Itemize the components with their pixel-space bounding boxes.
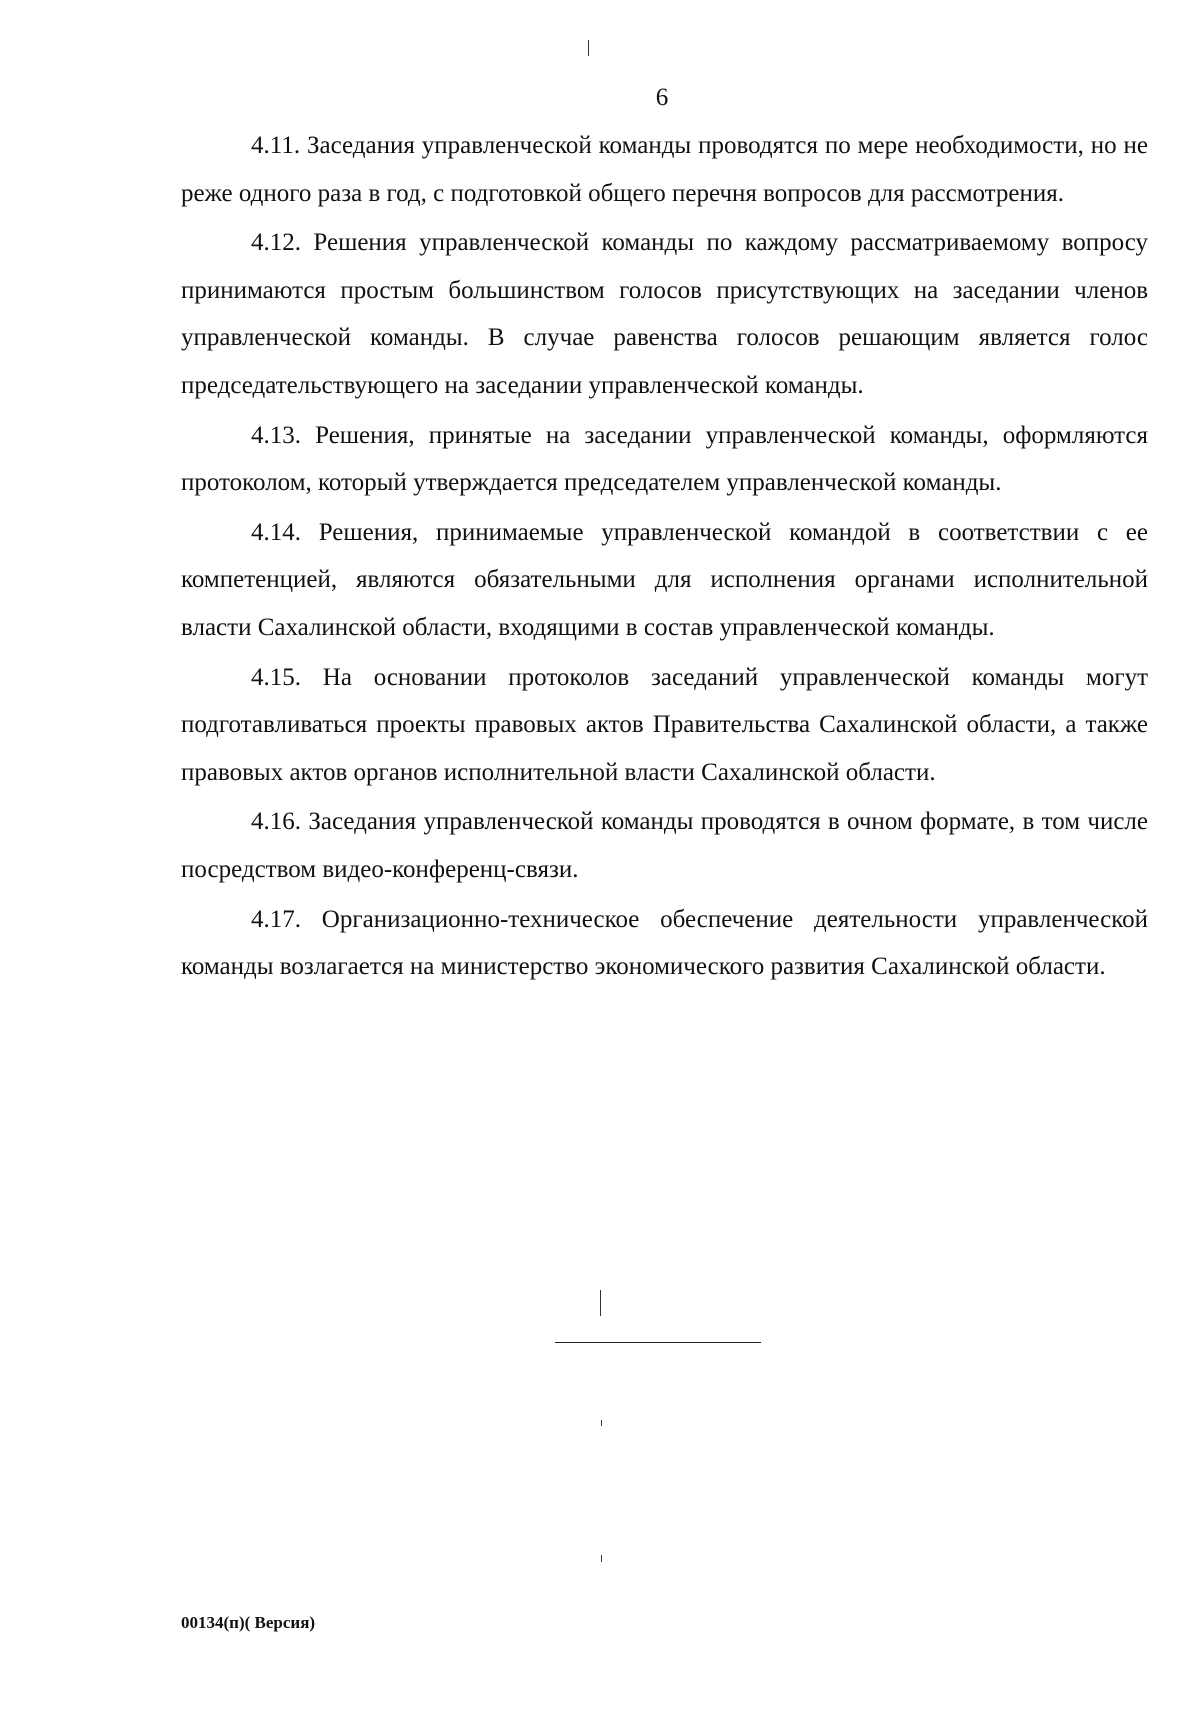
scan-speck xyxy=(601,1555,602,1562)
scan-speck xyxy=(588,40,589,56)
paragraph-4-14: 4.14. Решения, принимаемые управленческой командой в соответствии с ее компетенцией, являются обязательными для исполнения органами исполнительной власти Сахалинской области, входящими в состав управленческой команды. xyxy=(181,518,1148,641)
scan-speck xyxy=(601,1420,602,1426)
paragraph-4-13: 4.13. Решения, принятые на заседании управленческой команды, оформляются протоколом, который утверждается председателем управленческой команды. xyxy=(181,421,1148,497)
document-body xyxy=(181,122,1148,993)
paragraph-4-12: 4.12. Решения управленческой команды по каждому рассматриваемому вопросу принимаются простым большинством голосов присутствующих на заседании членов управленческой команды. В случае равенства голосов решающим является голос председательствующего на заседании управленческой команды. xyxy=(181,229,1148,399)
page-number xyxy=(0,84,1200,112)
document-code-footer: 00134(п)( Версия) xyxy=(181,1613,316,1632)
paragraph-4-15: 4.15. На основании протоколов заседаний управленческой команды могут подготавливаться проекты правовых актов Правительства Сахалинской области, а также правовых актов органов исполнительной власти Сахалинской области. xyxy=(181,663,1148,786)
end-of-document-rule xyxy=(555,1342,761,1343)
scan-speck xyxy=(600,1290,601,1316)
paragraph-4-11: 4.11. Заседания управленческой команды проводятся по мере необходимости, но не реже одного раза в год, с подготовкой общего перечня вопросов для рассмотрения. xyxy=(181,132,1148,207)
paragraph-4-16: 4.16. Заседания управленческой команды проводятся в очном формате, в том числе посредством видео-конференц-связи. xyxy=(181,808,1148,883)
paragraph-4-17: 4.17. Организационно-техническое обеспечение деятельности управленческой команды возлагается на министерство экономического развития Сахалинской области. xyxy=(181,905,1148,981)
page-number-text: 6 xyxy=(655,84,669,111)
